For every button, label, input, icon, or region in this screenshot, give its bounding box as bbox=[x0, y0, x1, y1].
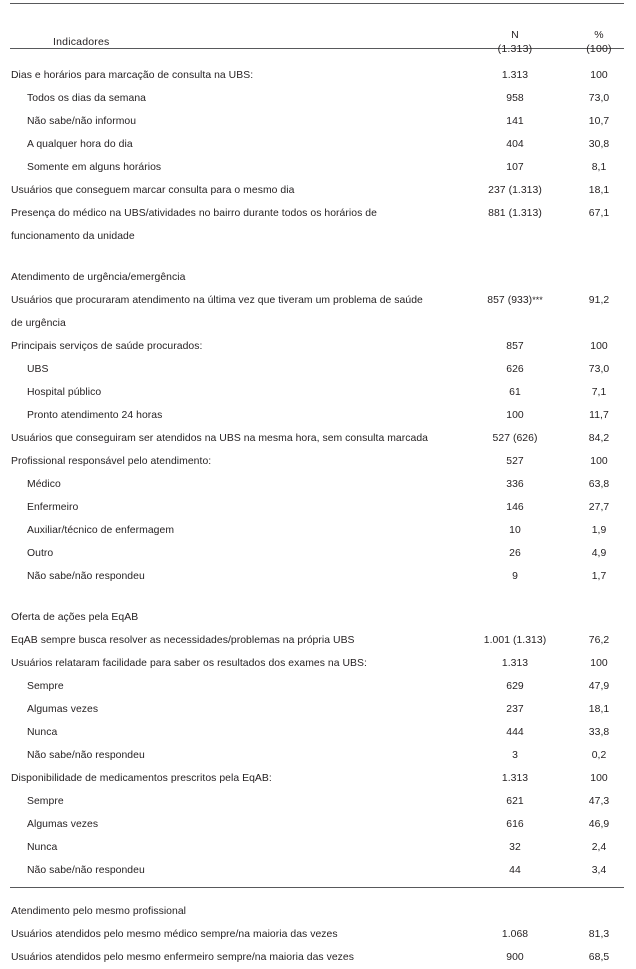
row-label: Profissional responsável pelo atendimento: bbox=[11, 456, 212, 467]
row-label: Nunca bbox=[27, 842, 58, 853]
section-spacer bbox=[0, 248, 636, 266]
row-label bbox=[0, 289, 468, 335]
row-value-n: 10 bbox=[509, 525, 521, 536]
table-row bbox=[0, 87, 636, 110]
section-spacer bbox=[0, 588, 636, 606]
row-value-n: 237 (1.313) bbox=[488, 185, 542, 196]
row-value-n: 616 bbox=[506, 819, 524, 830]
column-header-percent-line2: (100) bbox=[586, 42, 612, 55]
row-value-n: 1.313 bbox=[501, 70, 529, 81]
row-value-n-text: 857 (933) bbox=[487, 295, 533, 306]
row-value-percent: 100 bbox=[590, 773, 608, 784]
row-label: Não sabe/não respondeu bbox=[27, 865, 145, 876]
table-row bbox=[0, 946, 636, 969]
spacer-cell bbox=[468, 588, 562, 606]
row-value-percent: 100 bbox=[590, 658, 608, 669]
row-value-n: 61 bbox=[509, 387, 521, 398]
section-heading-label: Atendimento pelo mesmo profissional bbox=[11, 906, 187, 917]
row-value-n bbox=[468, 289, 562, 335]
row-value-percent: 2,4 bbox=[591, 842, 607, 853]
header-row bbox=[0, 0, 636, 62]
row-value-percent: 46,9 bbox=[588, 819, 610, 830]
significance-marker: *** bbox=[532, 295, 543, 305]
row-label: Disponibilidade de medicamentos prescritos pela EqAB: bbox=[11, 773, 272, 784]
row-value-percent: 7,1 bbox=[591, 387, 607, 398]
row-value-percent: 18,1 bbox=[588, 704, 610, 715]
row-value-percent: 67,1 bbox=[588, 208, 610, 219]
spacer-cell bbox=[468, 882, 562, 900]
row-label-line2: funcionamento da unidade bbox=[11, 231, 135, 242]
row-label: Sempre bbox=[27, 796, 64, 807]
table-row bbox=[0, 542, 636, 565]
row-value-percent: 11,7 bbox=[589, 410, 609, 421]
table-row bbox=[0, 652, 636, 675]
table-row bbox=[0, 923, 636, 946]
section-heading-empty-cell bbox=[468, 900, 562, 923]
spacer-cell bbox=[0, 588, 468, 606]
table-row bbox=[0, 335, 636, 358]
table-row bbox=[0, 110, 636, 133]
row-value-n: 900 bbox=[506, 952, 524, 963]
row-value-n: 857 bbox=[506, 341, 524, 352]
table-row bbox=[0, 565, 636, 588]
row-label-line1: Usuários que procuraram atendimento na última vez que tiveram um problema de saúde bbox=[11, 295, 423, 306]
spacer-cell bbox=[468, 248, 562, 266]
table-row bbox=[0, 767, 636, 790]
row-label: Algumas vezes bbox=[27, 704, 99, 715]
row-label: Todos os dias da semana bbox=[27, 93, 146, 104]
spacer-cell bbox=[0, 882, 468, 900]
table-row bbox=[0, 813, 636, 836]
column-header-n-line2: (1.313) bbox=[497, 42, 533, 55]
row-value-n: 527 (626) bbox=[492, 433, 538, 444]
row-value-n: 1.001 (1.313) bbox=[483, 635, 547, 646]
table-row bbox=[0, 64, 636, 87]
row-label: Outro bbox=[27, 548, 54, 559]
row-label: Usuários relataram facilidade para saber os resultados dos exames na UBS: bbox=[11, 658, 367, 669]
table-row bbox=[0, 358, 636, 381]
row-value-percent: 8,1 bbox=[591, 162, 607, 173]
row-value-n: 1.313 bbox=[501, 773, 529, 784]
section-heading-row bbox=[0, 606, 636, 629]
table-row bbox=[0, 859, 636, 882]
row-value-n: 336 bbox=[506, 479, 524, 490]
spacer-cell bbox=[0, 248, 468, 266]
section-heading-label: Atendimento de urgência/emergência bbox=[11, 272, 186, 283]
section-heading-empty-cell bbox=[562, 900, 636, 923]
row-value-percent: 3,4 bbox=[591, 865, 607, 876]
row-value-percent: 73,0 bbox=[588, 93, 610, 104]
row-label: Médico bbox=[27, 479, 61, 490]
row-value-n: 100 bbox=[506, 410, 524, 421]
row-value-n: 881 (1.313) bbox=[488, 208, 542, 219]
row-value-n: 141 bbox=[506, 116, 524, 127]
row-value-percent: 27,7 bbox=[588, 502, 610, 513]
row-value-n: 32 bbox=[509, 842, 521, 853]
section-heading-row bbox=[0, 266, 636, 289]
row-value-percent: 47,3 bbox=[588, 796, 610, 807]
section-heading-row bbox=[0, 900, 636, 923]
row-value-n: 237 bbox=[506, 704, 524, 715]
column-header-indicadores: Indicadores bbox=[53, 36, 110, 48]
table-row bbox=[0, 179, 636, 202]
table-row bbox=[0, 721, 636, 744]
row-value-percent: 68,5 bbox=[588, 952, 610, 963]
row-label: Algumas vezes bbox=[27, 819, 99, 830]
row-value-percent: 91,2 bbox=[588, 295, 610, 306]
row-value-n: 629 bbox=[506, 681, 524, 692]
row-value-percent: 30,8 bbox=[588, 139, 610, 150]
table-row bbox=[0, 133, 636, 156]
row-label: UBS bbox=[27, 364, 49, 375]
row-value-percent: 1,9 bbox=[591, 525, 607, 536]
row-value-percent: 63,8 bbox=[588, 479, 610, 490]
row-value-percent: 73,0 bbox=[588, 364, 610, 375]
row-value-n: 444 bbox=[506, 727, 524, 738]
row-label: Usuários que conseguiram ser atendidos na UBS na mesma hora, sem consulta marcada bbox=[11, 433, 428, 444]
row-label: Usuários atendidos pelo mesmo médico sempre/na maioria das vezes bbox=[11, 929, 338, 940]
row-value-n: 1.313 bbox=[501, 658, 529, 669]
row-label bbox=[0, 202, 468, 248]
column-header-percent bbox=[562, 0, 636, 62]
row-label: Enfermeiro bbox=[27, 502, 79, 513]
column-header-n-line1: N bbox=[511, 29, 519, 42]
row-value-n: 626 bbox=[506, 364, 524, 375]
table-row bbox=[0, 202, 636, 248]
row-value-percent: 33,8 bbox=[588, 727, 610, 738]
row-label: EqAB sempre busca resolver as necessidades/problemas na própria UBS bbox=[11, 635, 355, 646]
table-row bbox=[0, 744, 636, 767]
row-label-line2: de urgência bbox=[11, 318, 66, 329]
row-value-percent: 47,9 bbox=[588, 681, 610, 692]
row-label: Nunca bbox=[27, 727, 58, 738]
table-row bbox=[0, 404, 636, 427]
row-value-percent: 100 bbox=[590, 341, 608, 352]
row-value-n: 1.068 bbox=[501, 929, 529, 940]
spacer-cell bbox=[562, 248, 636, 266]
section-heading-empty-cell bbox=[468, 266, 562, 289]
section-heading-label: Oferta de ações pela EqAB bbox=[11, 612, 139, 623]
section-heading-empty-cell bbox=[468, 606, 562, 629]
table-row bbox=[0, 836, 636, 859]
table-row bbox=[0, 156, 636, 179]
table-row bbox=[0, 496, 636, 519]
row-label: Somente em alguns horários bbox=[27, 162, 162, 173]
table-row bbox=[0, 675, 636, 698]
table-row bbox=[0, 289, 636, 335]
table-row bbox=[0, 698, 636, 721]
row-value-percent: 1,7 bbox=[591, 571, 607, 582]
section-spacer bbox=[0, 882, 636, 900]
column-header-percent-line1: % bbox=[594, 29, 604, 42]
row-label: Auxiliar/técnico de enfermagem bbox=[27, 525, 175, 536]
row-label: Não sabe/não respondeu bbox=[27, 750, 145, 761]
row-value-n: 9 bbox=[512, 571, 518, 582]
row-label: Hospital público bbox=[27, 387, 102, 398]
row-label: A qualquer hora do dia bbox=[27, 139, 133, 150]
row-value-percent: 100 bbox=[590, 70, 608, 81]
table-head bbox=[0, 0, 636, 64]
row-value-percent: 18,1 bbox=[588, 185, 610, 196]
row-label: Sempre bbox=[27, 681, 64, 692]
row-value-percent: 100 bbox=[590, 456, 608, 467]
table-body bbox=[0, 64, 636, 969]
table-row bbox=[0, 381, 636, 404]
row-value-n: 527 bbox=[506, 456, 524, 467]
row-value-n: 44 bbox=[509, 865, 521, 876]
row-value-percent: 76,2 bbox=[588, 635, 610, 646]
row-value-percent: 81,3 bbox=[588, 929, 610, 940]
row-value-n: 621 bbox=[506, 796, 524, 807]
section-heading-empty-cell bbox=[562, 606, 636, 629]
row-value-percent: 10,7 bbox=[588, 116, 610, 127]
table-row bbox=[0, 450, 636, 473]
table-row bbox=[0, 473, 636, 496]
row-value-n: 3 bbox=[512, 750, 518, 761]
section-heading-empty-cell bbox=[562, 266, 636, 289]
row-value-percent: 84,2 bbox=[588, 433, 610, 444]
row-label: Dias e horários para marcação de consulta na UBS: bbox=[11, 70, 254, 81]
row-value-n: 107 bbox=[506, 162, 524, 173]
row-label: Usuários atendidos pelo mesmo enfermeiro sempre/na maioria das vezes bbox=[11, 952, 354, 963]
table-row bbox=[0, 790, 636, 813]
row-value-n: 958 bbox=[506, 93, 524, 104]
row-label: Principais serviços de saúde procurados: bbox=[11, 341, 203, 352]
row-label: Usuários que conseguem marcar consulta para o mesmo dia bbox=[11, 185, 295, 196]
row-value-n: 26 bbox=[509, 548, 521, 559]
row-label: Pronto atendimento 24 horas bbox=[27, 410, 163, 421]
row-value-percent: 4,9 bbox=[591, 548, 607, 559]
spacer-cell bbox=[562, 588, 636, 606]
table-row bbox=[0, 427, 636, 450]
table-row bbox=[0, 519, 636, 542]
row-value-n: 146 bbox=[506, 502, 524, 513]
row-value-n: 404 bbox=[506, 139, 524, 150]
row-label-line1: Presença do médico na UBS/atividades no bairro durante todos os horários de bbox=[11, 208, 377, 219]
spacer-cell bbox=[562, 882, 636, 900]
row-label: Não sabe/não informou bbox=[27, 116, 137, 127]
row-value-percent: 0,2 bbox=[591, 750, 607, 761]
table-row bbox=[0, 629, 636, 652]
column-header-n bbox=[468, 0, 562, 62]
row-label: Não sabe/não respondeu bbox=[27, 571, 145, 582]
